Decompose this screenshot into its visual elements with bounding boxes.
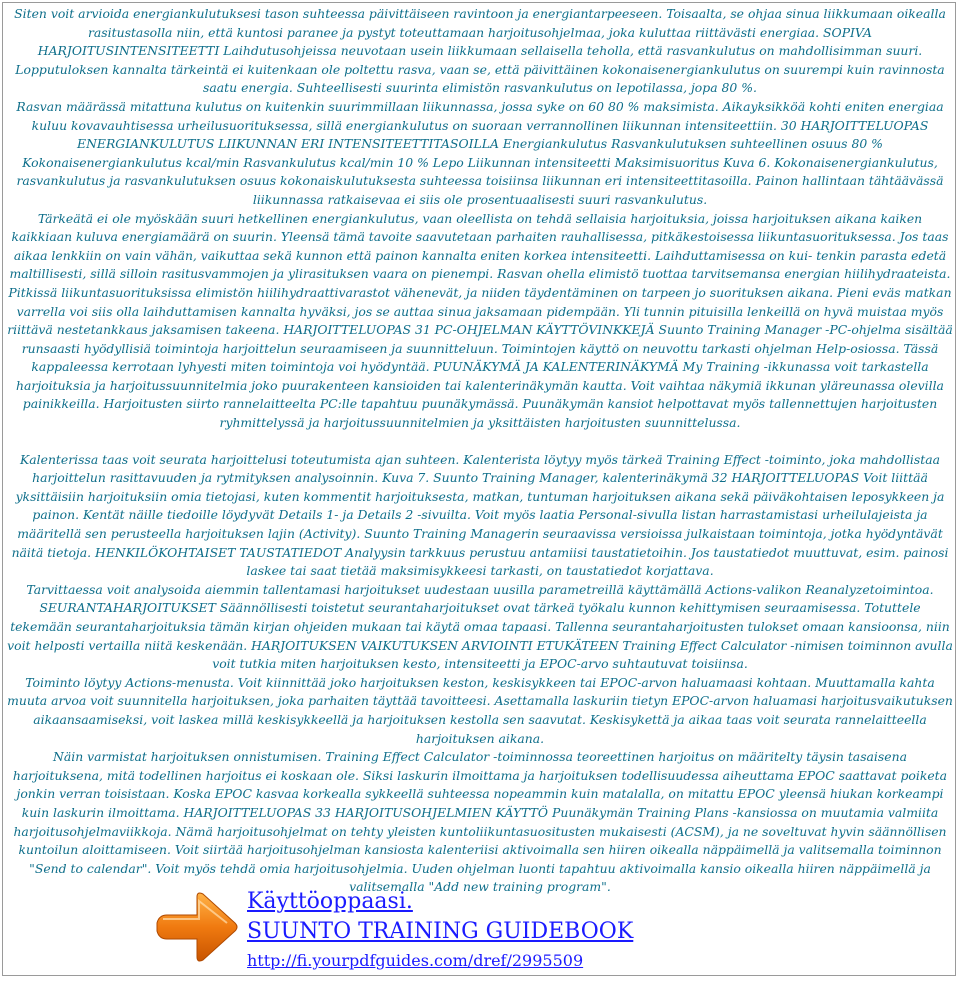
paragraph-6: Tarvittaessa voit analysoida aiemmin tallentamasi harjoitukset uudestaan uusilla parametreillä käyttämällä Actions-valikon Reanalyzetoimintoa. SEURANTAHARJOITUKSET Säännöllisesti toistetut seurantaharjoitukset ovat tärkeä työkalu kunnon kehittymisen seuraamisessa. Totuttele tekemään seurantaharjoituksia tämän kirjan ohjeiden mukaan tai käytä omaa tapaasi. Tallenna seurantaharjoitusten tulokset omaan kansioonsa, niin voit helposti vertailla niitä keskenään. HARJOITUKSEN VAIKUTUKSEN ARVIOINTI ETUKÄTEEN Training Effect Calculator -nimisen toiminnon avulla voit tutkia miten harjoituksen kesto, intensiteetti ja EPOC-arvo suhtautuvat toisiinsa. xyxy=(7,581,953,672)
document-body xyxy=(7,5,953,897)
paragraph-1: Siten voit arvioida energiankulutuksesi tason suhteessa päivittäiseen ravintoon ja energiantarpeeseen. Toisaalta, se ohjaa sinua liikkumaan oikealla rasitustasolla niin, että kuntosi paranee ja pystyt toteuttamaan harjoitusohjelmaa, joka kuluttaa riittävästi energiaa. SOPIVA HARJOITUSINTENSITEETTI Laihdutusohjeissa neuvotaan usein liikkumaan sellaisella teholla, että rasvankulutus on mahdollisimman suuri. Lopputuloksen kannalta tärkeintä ei kuitenkaan ole poltettu rasva, vaan se, että päivittäinen kokonaisenergiankulutus on suurempi kuin ravinnosta saatu energia. Suhteellisesti suurinta elimistön rasvankulutus on lepotilassa, jopa 80 %. xyxy=(14,6,946,96)
guide-url-link[interactable]: http://fi.yourpdfguides.com/dref/2995509 xyxy=(247,951,584,970)
paragraph-4: Pitkissä liikuntasuorituksissa elimistön hiilihydraattivarastot vähenevät, ja niiden täydentäminen on tarpeen jo suorituksen aikana. Pieni eväs matkan varrella voi siis olla laihduttamisen kannalta hyväksi, jos se auttaa sinua jaksamaan pidempään. Yli tunnin pituisilla lenkeillä on hyvä muistaa myös riittävä nestetankkaus jaksamisen takeena. HARJOITTELUOPAS 31 PC-OHJELMAN KÄYTTÖVINKKEJÄ Suunto Training Manager -PC-ohjelma sisältää runsaasti hyödyllisiä toimintoja harjoittelun seuraamiseen ja suunnitteluun. Toimintojen käyttö on neuvottu tarkasti ohjelman Help-osiossa. Tässä kappaleessa kerrotaan lyhyesti miten toimintoja voi hyödyntää. PUUNÄKYMÄ JA KALENTERINÄKYMÄ My Training -ikkunassa voit tarkastella harjoituksia ja harjoitussuunnitelmia joko puurakenteen kansioiden tai kalenterinäkymän kautta. Voit vaihtaa näkymiä ikkunan yläreunassa olevilla painikkeilla. Harjoitusten siirto rannelaitteelta PC:lle tapahtuu puunäkymässä. Puunäkymän kansiot helpottavat myös tallennettujen harjoitusten ryhmittelyssä ja harjoitussuunnitelmien ja yksittäisten harjoitusten suunnittelussa. xyxy=(7,284,953,431)
footer-links xyxy=(247,887,633,973)
guide-title-link[interactable]: Käyttöoppaasi. xyxy=(247,889,413,914)
footer-banner xyxy=(153,883,713,973)
paragraph-3: Tärkeätä ei ole myöskään suuri hetkellinen energiankulutus, vaan oleellista on tehdä sellaisia harjoituksia, joissa harjoituksen aikana kaiken kaikkiaan kuluva energiamäärä on suurin. Yleensä tämä tavoite saavutetaan parhaiten rauhallisessa, pitkäkestoisessa liikuntasuorituksessa. Jos taas aikaa lenkkiin on vain vähän, vaikuttaa sekä kunnon että painon kannalta eniten korkea intensiteetti. Laihduttamisessa on kui- tenkin parasta edetä maltillisesti, sillä silloin rasitusvammojen ja ylirasituksen vaara on pienempi. Rasvan ohella elimistö tuottaa tarvitsemansa energian hiilihydraateista. xyxy=(9,210,951,282)
paragraph-5: Kalenterissa taas voit seurata harjoittelusi toteutumista ajan suhteen. Kalenterista löytyy myös tärkeä Training Effect -toiminto, joka mahdollistaa harjoittelun rasittavuuden ja rytmityksen analysoinnin. Kuva 7. Suunto Training Manager, kalenterinäkymä 32 HARJOITTELUOPAS Voit liittää yksittäisiin harjoituksiin omia tietojasi, kuten kommentit harjoituksesta, matkan, tuntuman harjoituksen aikana sekä päiväkohtaisen leposykkeen ja painon. Kentät näille tiedoille löydyvät Details 1- ja Details 2 -sivuilta. Voit myös laatia Personal-sivulla listan harrastamistasi urheilulajeista ja määritellä sen perusteella harjoituksen lajin (Activity). Suunto Training Managerin seuraavissa versioissa julkaistaan toimintoja, jotka hyödyntävät näitä tietoja. HENKILÖKOHTAISET TAUSTATIEDOT Analyysin tarkkuus perustuu antamiisi taustatietoihin. Jos taustatiedot muuttuvat, esim. painosi laskee tai saat tietää maksimisykkeesi tarkasti, on taustatiedot korjattava. xyxy=(11,451,949,579)
guide-name-link[interactable]: SUUNTO TRAINING GUIDEBOOK xyxy=(247,919,634,944)
paragraph-7: Toiminto löytyy Actions-menusta. Voit kiinnittää joko harjoituksen keston, keskisykkeen tai EPOC-arvon haluamaasi kohtaan. Muuttamalla kahta muuta arvoa voit suunnitella harjoituksen, joka parhaiten täyttää tavoitteesi. Asettamalla laskuriin tietyn EPOC-arvon haluamasi harjoitusvaikutuksen aikaansaamiseksi, voit laskea millä keskisykkeellä ja harjoituksen kestolla sen saavutat. Keskisykettä ja aikaa taas voit seurata rannelaitteella harjoituksen aikana. xyxy=(7,674,953,746)
paragraph-8: Näin varmistat harjoituksen onnistumisen. Training Effect Calculator -toiminnossa teoreettinen harjoitus on määritelty täysin tasaisena harjoituksena, mitä todellinen harjoitus ei koskaan ole. Siksi laskurin ilmoittama ja harjoituksen todellisuudessa aiheuttama EPOC saattavat poiketa jonkin verran toisistaan. Koska EPOC kasvaa korkealla sykkeellä suhteessa nopeammin kuin matalalla, on mitattu EPOC yleensä hiukan korkeampi kuin laskurin ilmoittama. HARJOITTELUOPAS 33 HARJOITUSOHJELMIEN KÄYTTÖ Puunäkymän Training Plans -kansiossa on muutamia valmiita harjoitusohjelmaviikkoja. Nämä harjoitusohjelmat on tehty yleisten kuntoliikuntasuositusten mukaisesti (ACSM), ja ne soveltuvat hyvin säännöllisen kuntoilun aloittamiseen. Voit siirtää harjoitusohjelman kansiosta kalenteriisi aktivoimalla sen hiiren oikealla näppäimellä ja valitsemalla toiminnon "Send to calendar". Voit myös tehdä omia harjoitusohjelmia. Uuden ohjelman luonti tapahtuu aktivoimalla kansio oikealla hiiren näppäimellä ja valitsemalla "Add new training program". xyxy=(12,749,948,895)
arrow-right-icon xyxy=(153,885,239,969)
page-frame xyxy=(2,2,956,976)
paragraph-2: Rasvan määrässä mitattuna kulutus on kuitenkin suurimmillaan liikunnassa, jossa syke on 60 80 % maksimista. Aikayksikköä kohti eniten energiaa kuluu kovavauhtisessa urheilusuorituksessa, sillä energiankulutus on suoraan verrannollinen liikunnan intensiteettiin. 30 HARJOITTELUOPAS ENERGIANKULUTUS LIIKUNNAN ERI INTENSITEETTITASOILLA Energiankulutus Rasvankulutuksen suhteellinen osuus 80 % Kokonaisenergiankulutus kcal/min Rasvankulutus kcal/min 10 % Lepo Liikunnan intensiteetti Maksimisuoritus Kuva 6. Kokonaisenergiankulutus, rasvankulutus ja rasvankulutuksen osuus kokonaiskulutuksesta suhteessa toisiinsa liikunnan eri intensiteettitasoilla. Painon hallintaan tähtäävässä liikunnassa ratkaisevaa ei siis ole prosentuaalisesti suuri rasvankulutus. xyxy=(16,98,944,207)
